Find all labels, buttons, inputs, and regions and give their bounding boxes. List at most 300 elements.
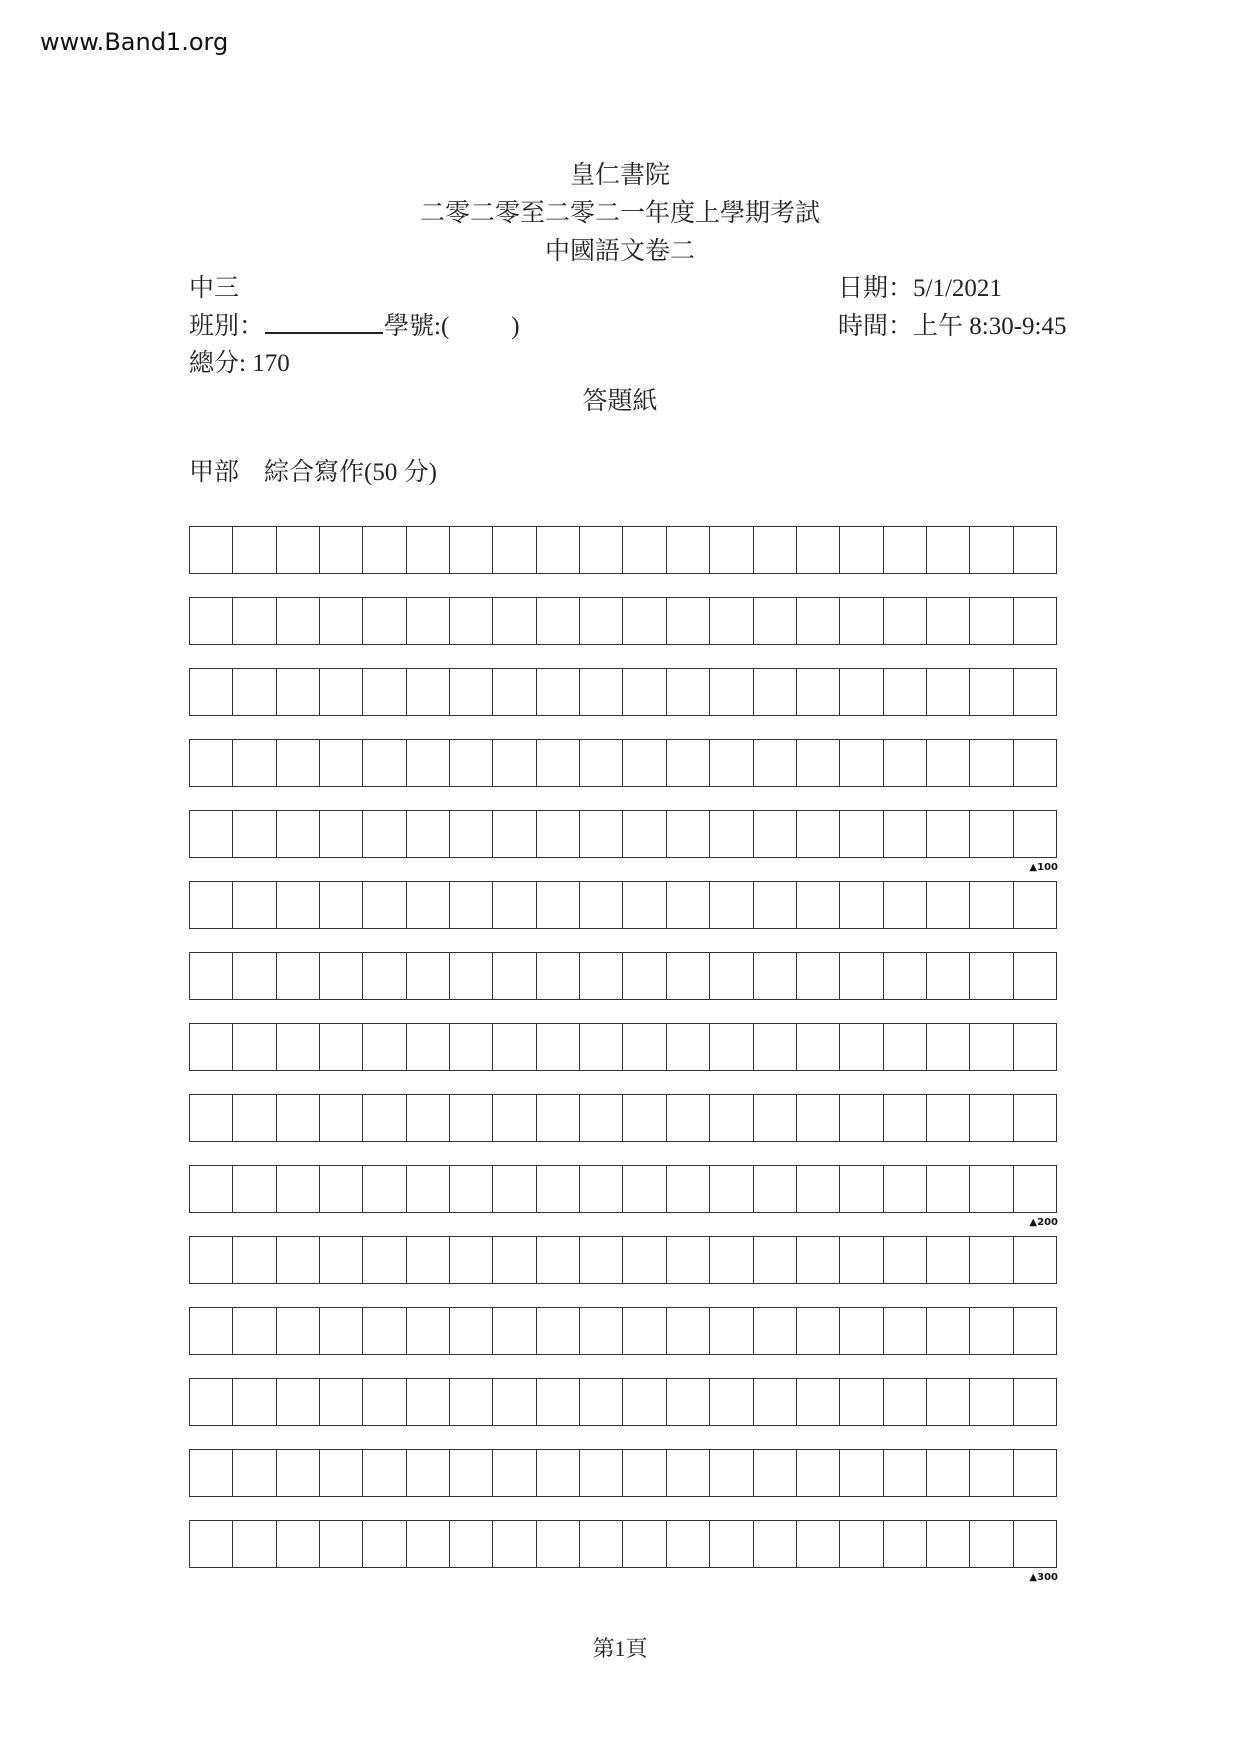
grid-cell[interactable] — [450, 810, 493, 858]
grid-cell[interactable] — [407, 1520, 450, 1568]
grid-cell[interactable] — [623, 1307, 666, 1355]
grid-cell[interactable] — [667, 526, 710, 574]
grid-cell[interactable] — [363, 952, 406, 1000]
grid-cell[interactable] — [754, 1378, 797, 1426]
grid-cell[interactable] — [580, 952, 623, 1000]
grid-cell[interactable] — [277, 1520, 320, 1568]
grid-cell[interactable] — [190, 952, 233, 1000]
grid-cell[interactable] — [927, 952, 970, 1000]
grid-cell[interactable] — [840, 881, 883, 929]
grid-cell[interactable] — [493, 597, 536, 645]
grid-cell[interactable] — [884, 1236, 927, 1284]
grid-cell[interactable] — [1014, 668, 1057, 716]
grid-cell[interactable] — [233, 1307, 276, 1355]
grid-cell[interactable] — [884, 1449, 927, 1497]
grid-cell[interactable] — [797, 1449, 840, 1497]
grid-cell[interactable] — [450, 1094, 493, 1142]
grid-cell[interactable] — [363, 1307, 406, 1355]
grid-cell[interactable] — [1014, 1449, 1057, 1497]
grid-cell[interactable] — [797, 739, 840, 787]
grid-cell[interactable] — [667, 1307, 710, 1355]
grid-cell[interactable] — [363, 1023, 406, 1071]
grid-cell[interactable] — [407, 1165, 450, 1213]
grid-cell[interactable] — [450, 1307, 493, 1355]
grid-cell[interactable] — [754, 1449, 797, 1497]
grid-cell[interactable] — [363, 1236, 406, 1284]
grid-cell[interactable] — [840, 1520, 883, 1568]
grid-cell[interactable] — [190, 1023, 233, 1071]
grid-cell[interactable] — [320, 526, 363, 574]
grid-cell[interactable] — [840, 1236, 883, 1284]
grid-cell[interactable] — [797, 1520, 840, 1568]
grid-cell[interactable] — [797, 1236, 840, 1284]
grid-cell[interactable] — [797, 952, 840, 1000]
grid-cell[interactable] — [493, 1449, 536, 1497]
grid-cell[interactable] — [884, 952, 927, 1000]
grid-cell[interactable] — [493, 1165, 536, 1213]
grid-cell[interactable] — [754, 1520, 797, 1568]
grid-cell[interactable] — [970, 739, 1013, 787]
grid-cell[interactable] — [320, 668, 363, 716]
grid-cell[interactable] — [493, 1307, 536, 1355]
grid-cell[interactable] — [927, 1378, 970, 1426]
grid-cell[interactable] — [1014, 1165, 1057, 1213]
grid-cell[interactable] — [233, 881, 276, 929]
grid-cell[interactable] — [320, 952, 363, 1000]
grid-cell[interactable] — [667, 1094, 710, 1142]
grid-cell[interactable] — [450, 597, 493, 645]
grid-cell[interactable] — [407, 1094, 450, 1142]
grid-cell[interactable] — [797, 1378, 840, 1426]
grid-cell[interactable] — [537, 597, 580, 645]
grid-cell[interactable] — [363, 526, 406, 574]
grid-cell[interactable] — [884, 1520, 927, 1568]
grid-cell[interactable] — [537, 1307, 580, 1355]
grid-cell[interactable] — [623, 810, 666, 858]
grid-cell[interactable] — [493, 739, 536, 787]
grid-cell[interactable] — [363, 1094, 406, 1142]
grid-cell[interactable] — [840, 1449, 883, 1497]
grid-cell[interactable] — [884, 1023, 927, 1071]
grid-cell[interactable] — [970, 526, 1013, 574]
grid-cell[interactable] — [407, 1023, 450, 1071]
grid-cell[interactable] — [1014, 1520, 1057, 1568]
grid-cell[interactable] — [754, 1236, 797, 1284]
grid-cell[interactable] — [797, 526, 840, 574]
grid-cell[interactable] — [233, 952, 276, 1000]
grid-cell[interactable] — [884, 1378, 927, 1426]
grid-cell[interactable] — [407, 881, 450, 929]
grid-cell[interactable] — [277, 1023, 320, 1071]
grid-cell[interactable] — [407, 1307, 450, 1355]
grid-cell[interactable] — [190, 1165, 233, 1213]
grid-cell[interactable] — [623, 526, 666, 574]
grid-cell[interactable] — [797, 1165, 840, 1213]
grid-cell[interactable] — [754, 526, 797, 574]
grid-cell[interactable] — [537, 526, 580, 574]
grid-cell[interactable] — [277, 526, 320, 574]
grid-cell[interactable] — [970, 1236, 1013, 1284]
grid-cell[interactable] — [407, 810, 450, 858]
grid-cell[interactable] — [450, 668, 493, 716]
grid-cell[interactable] — [667, 1378, 710, 1426]
grid-cell[interactable] — [580, 1520, 623, 1568]
grid-cell[interactable] — [320, 1023, 363, 1071]
grid-cell[interactable] — [320, 739, 363, 787]
grid-cell[interactable] — [667, 1023, 710, 1071]
grid-cell[interactable] — [840, 952, 883, 1000]
grid-cell[interactable] — [277, 597, 320, 645]
grid-cell[interactable] — [970, 597, 1013, 645]
grid-cell[interactable] — [233, 526, 276, 574]
grid-cell[interactable] — [537, 1378, 580, 1426]
grid-cell[interactable] — [537, 1520, 580, 1568]
grid-cell[interactable] — [884, 739, 927, 787]
grid-cell[interactable] — [320, 1165, 363, 1213]
grid-cell[interactable] — [537, 1165, 580, 1213]
grid-cell[interactable] — [363, 1378, 406, 1426]
grid-cell[interactable] — [797, 881, 840, 929]
grid-cell[interactable] — [754, 597, 797, 645]
grid-cell[interactable] — [710, 952, 753, 1000]
grid-cell[interactable] — [580, 881, 623, 929]
grid-cell[interactable] — [754, 952, 797, 1000]
grid-cell[interactable] — [233, 1023, 276, 1071]
class-blank[interactable] — [265, 310, 383, 334]
grid-cell[interactable] — [233, 1236, 276, 1284]
grid-cell[interactable] — [927, 526, 970, 574]
grid-cell[interactable] — [710, 810, 753, 858]
grid-cell[interactable] — [840, 1094, 883, 1142]
grid-cell[interactable] — [797, 1023, 840, 1071]
grid-cell[interactable] — [407, 597, 450, 645]
grid-cell[interactable] — [493, 952, 536, 1000]
grid-cell[interactable] — [970, 952, 1013, 1000]
grid-cell[interactable] — [190, 1520, 233, 1568]
grid-cell[interactable] — [623, 1449, 666, 1497]
grid-cell[interactable] — [493, 1023, 536, 1071]
grid-cell[interactable] — [537, 1023, 580, 1071]
grid-cell[interactable] — [233, 597, 276, 645]
grid-cell[interactable] — [320, 881, 363, 929]
grid-cell[interactable] — [667, 881, 710, 929]
grid-cell[interactable] — [277, 881, 320, 929]
grid-cell[interactable] — [840, 597, 883, 645]
grid-cell[interactable] — [407, 1449, 450, 1497]
grid-cell[interactable] — [363, 1449, 406, 1497]
grid-cell[interactable] — [277, 810, 320, 858]
grid-cell[interactable] — [493, 526, 536, 574]
grid-cell[interactable] — [623, 597, 666, 645]
grid-cell[interactable] — [840, 739, 883, 787]
grid-cell[interactable] — [580, 1094, 623, 1142]
grid-cell[interactable] — [363, 597, 406, 645]
grid-cell[interactable] — [710, 881, 753, 929]
grid-cell[interactable] — [537, 1236, 580, 1284]
grid-cell[interactable] — [667, 810, 710, 858]
grid-cell[interactable] — [277, 1236, 320, 1284]
grid-cell[interactable] — [190, 810, 233, 858]
grid-cell[interactable] — [407, 952, 450, 1000]
grid-cell[interactable] — [710, 526, 753, 574]
grid-cell[interactable] — [927, 597, 970, 645]
grid-cell[interactable] — [407, 1378, 450, 1426]
grid-cell[interactable] — [754, 1023, 797, 1071]
grid-cell[interactable] — [320, 597, 363, 645]
grid-cell[interactable] — [1014, 1236, 1057, 1284]
grid-cell[interactable] — [277, 739, 320, 787]
grid-cell[interactable] — [277, 1449, 320, 1497]
grid-cell[interactable] — [667, 668, 710, 716]
grid-cell[interactable] — [884, 668, 927, 716]
grid-cell[interactable] — [450, 952, 493, 1000]
grid-cell[interactable] — [233, 1165, 276, 1213]
grid-cell[interactable] — [754, 1307, 797, 1355]
grid-cell[interactable] — [450, 526, 493, 574]
grid-cell[interactable] — [667, 597, 710, 645]
grid-cell[interactable] — [450, 1378, 493, 1426]
grid-cell[interactable] — [190, 526, 233, 574]
grid-cell[interactable] — [450, 881, 493, 929]
grid-cell[interactable] — [1014, 526, 1057, 574]
grid-cell[interactable] — [927, 739, 970, 787]
grid-cell[interactable] — [667, 739, 710, 787]
grid-cell[interactable] — [233, 1520, 276, 1568]
grid-cell[interactable] — [710, 1094, 753, 1142]
grid-cell[interactable] — [450, 1165, 493, 1213]
grid-cell[interactable] — [277, 668, 320, 716]
grid-cell[interactable] — [623, 1094, 666, 1142]
grid-cell[interactable] — [537, 952, 580, 1000]
grid-cell[interactable] — [667, 1520, 710, 1568]
grid-cell[interactable] — [493, 668, 536, 716]
grid-cell[interactable] — [884, 881, 927, 929]
grid-cell[interactable] — [1014, 1378, 1057, 1426]
grid-cell[interactable] — [493, 881, 536, 929]
grid-cell[interactable] — [970, 1023, 1013, 1071]
grid-cell[interactable] — [623, 1165, 666, 1213]
grid-cell[interactable] — [927, 1520, 970, 1568]
grid-cell[interactable] — [1014, 1094, 1057, 1142]
grid-cell[interactable] — [797, 810, 840, 858]
grid-cell[interactable] — [1014, 1023, 1057, 1071]
grid-cell[interactable] — [927, 1449, 970, 1497]
grid-cell[interactable] — [233, 1094, 276, 1142]
grid-cell[interactable] — [927, 1307, 970, 1355]
grid-cell[interactable] — [667, 1165, 710, 1213]
grid-cell[interactable] — [580, 810, 623, 858]
grid-cell[interactable] — [493, 1094, 536, 1142]
grid-cell[interactable] — [363, 668, 406, 716]
grid-cell[interactable] — [233, 1378, 276, 1426]
grid-cell[interactable] — [537, 1094, 580, 1142]
grid-cell[interactable] — [840, 1307, 883, 1355]
grid-cell[interactable] — [754, 810, 797, 858]
grid-cell[interactable] — [623, 1236, 666, 1284]
grid-cell[interactable] — [970, 1307, 1013, 1355]
grid-cell[interactable] — [623, 739, 666, 787]
grid-cell[interactable] — [623, 668, 666, 716]
grid-cell[interactable] — [320, 810, 363, 858]
grid-cell[interactable] — [754, 1165, 797, 1213]
grid-cell[interactable] — [580, 1165, 623, 1213]
grid-cell[interactable] — [277, 952, 320, 1000]
grid-cell[interactable] — [710, 739, 753, 787]
grid-cell[interactable] — [927, 1236, 970, 1284]
grid-cell[interactable] — [884, 1165, 927, 1213]
grid-cell[interactable] — [537, 739, 580, 787]
grid-cell[interactable] — [840, 1378, 883, 1426]
grid-cell[interactable] — [840, 526, 883, 574]
grid-cell[interactable] — [493, 1520, 536, 1568]
grid-cell[interactable] — [623, 952, 666, 1000]
grid-cell[interactable] — [970, 1378, 1013, 1426]
grid-cell[interactable] — [190, 1449, 233, 1497]
grid-cell[interactable] — [970, 881, 1013, 929]
grid-cell[interactable] — [623, 881, 666, 929]
grid-cell[interactable] — [754, 1094, 797, 1142]
grid-cell[interactable] — [320, 1307, 363, 1355]
grid-cell[interactable] — [710, 1449, 753, 1497]
grid-cell[interactable] — [623, 1378, 666, 1426]
grid-cell[interactable] — [840, 1165, 883, 1213]
grid-cell[interactable] — [580, 1307, 623, 1355]
grid-cell[interactable] — [493, 1236, 536, 1284]
grid-cell[interactable] — [927, 1023, 970, 1071]
grid-cell[interactable] — [190, 1094, 233, 1142]
grid-cell[interactable] — [1014, 810, 1057, 858]
grid-cell[interactable] — [190, 597, 233, 645]
grid-cell[interactable] — [1014, 1307, 1057, 1355]
grid-cell[interactable] — [190, 881, 233, 929]
grid-cell[interactable] — [797, 668, 840, 716]
grid-cell[interactable] — [580, 739, 623, 787]
grid-cell[interactable] — [320, 1094, 363, 1142]
grid-cell[interactable] — [884, 1094, 927, 1142]
grid-cell[interactable] — [1014, 597, 1057, 645]
grid-cell[interactable] — [190, 1378, 233, 1426]
grid-cell[interactable] — [667, 1236, 710, 1284]
grid-cell[interactable] — [320, 1520, 363, 1568]
grid-cell[interactable] — [407, 526, 450, 574]
grid-cell[interactable] — [797, 1307, 840, 1355]
grid-cell[interactable] — [1014, 739, 1057, 787]
grid-cell[interactable] — [580, 668, 623, 716]
grid-cell[interactable] — [970, 1520, 1013, 1568]
grid-cell[interactable] — [970, 1449, 1013, 1497]
grid-cell[interactable] — [710, 597, 753, 645]
grid-cell[interactable] — [754, 739, 797, 787]
grid-cell[interactable] — [233, 810, 276, 858]
grid-cell[interactable] — [927, 1094, 970, 1142]
grid-cell[interactable] — [493, 810, 536, 858]
grid-cell[interactable] — [190, 668, 233, 716]
grid-cell[interactable] — [493, 1378, 536, 1426]
grid-cell[interactable] — [580, 597, 623, 645]
grid-cell[interactable] — [1014, 881, 1057, 929]
grid-cell[interactable] — [710, 1023, 753, 1071]
grid-cell[interactable] — [190, 739, 233, 787]
grid-cell[interactable] — [450, 1449, 493, 1497]
grid-cell[interactable] — [363, 739, 406, 787]
grid-cell[interactable] — [190, 1307, 233, 1355]
grid-cell[interactable] — [537, 881, 580, 929]
grid-cell[interactable] — [277, 1165, 320, 1213]
grid-cell[interactable] — [927, 810, 970, 858]
grid-cell[interactable] — [927, 1165, 970, 1213]
grid-cell[interactable] — [277, 1094, 320, 1142]
grid-cell[interactable] — [797, 1094, 840, 1142]
grid-cell[interactable] — [320, 1449, 363, 1497]
grid-cell[interactable] — [580, 1236, 623, 1284]
grid-cell[interactable] — [754, 881, 797, 929]
grid-cell[interactable] — [927, 881, 970, 929]
grid-cell[interactable] — [970, 810, 1013, 858]
grid-cell[interactable] — [667, 952, 710, 1000]
grid-cell[interactable] — [580, 1449, 623, 1497]
grid-cell[interactable] — [233, 739, 276, 787]
grid-cell[interactable] — [277, 1307, 320, 1355]
grid-cell[interactable] — [1014, 952, 1057, 1000]
grid-cell[interactable] — [233, 1449, 276, 1497]
grid-cell[interactable] — [233, 668, 276, 716]
grid-cell[interactable] — [537, 1449, 580, 1497]
grid-cell[interactable] — [970, 1165, 1013, 1213]
grid-cell[interactable] — [580, 1378, 623, 1426]
grid-cell[interactable] — [927, 668, 970, 716]
grid-cell[interactable] — [840, 1023, 883, 1071]
grid-cell[interactable] — [450, 1023, 493, 1071]
grid-cell[interactable] — [407, 668, 450, 716]
grid-cell[interactable] — [363, 1165, 406, 1213]
grid-cell[interactable] — [450, 1520, 493, 1568]
grid-cell[interactable] — [623, 1520, 666, 1568]
grid-cell[interactable] — [970, 1094, 1013, 1142]
grid-cell[interactable] — [580, 1023, 623, 1071]
grid-cell[interactable] — [363, 881, 406, 929]
grid-cell[interactable] — [320, 1236, 363, 1284]
grid-cell[interactable] — [407, 739, 450, 787]
grid-cell[interactable] — [450, 739, 493, 787]
grid-cell[interactable] — [754, 668, 797, 716]
grid-cell[interactable] — [537, 668, 580, 716]
grid-cell[interactable] — [884, 810, 927, 858]
grid-cell[interactable] — [884, 526, 927, 574]
grid-cell[interactable] — [320, 1378, 363, 1426]
grid-cell[interactable] — [884, 1307, 927, 1355]
grid-cell[interactable] — [710, 1378, 753, 1426]
grid-cell[interactable] — [884, 597, 927, 645]
grid-cell[interactable] — [580, 526, 623, 574]
grid-cell[interactable] — [970, 668, 1013, 716]
grid-cell[interactable] — [840, 668, 883, 716]
grid-cell[interactable] — [407, 1236, 450, 1284]
grid-cell[interactable] — [363, 810, 406, 858]
grid-cell[interactable] — [710, 1307, 753, 1355]
grid-cell[interactable] — [710, 1520, 753, 1568]
grid-cell[interactable] — [277, 1378, 320, 1426]
grid-cell[interactable] — [710, 1236, 753, 1284]
grid-cell[interactable] — [450, 1236, 493, 1284]
grid-cell[interactable] — [840, 810, 883, 858]
grid-cell[interactable] — [667, 1449, 710, 1497]
grid-cell[interactable] — [623, 1023, 666, 1071]
grid-cell[interactable] — [537, 810, 580, 858]
grid-cell[interactable] — [190, 1236, 233, 1284]
grid-cell[interactable] — [363, 1520, 406, 1568]
grid-cell[interactable] — [710, 668, 753, 716]
grid-cell[interactable] — [710, 1165, 753, 1213]
